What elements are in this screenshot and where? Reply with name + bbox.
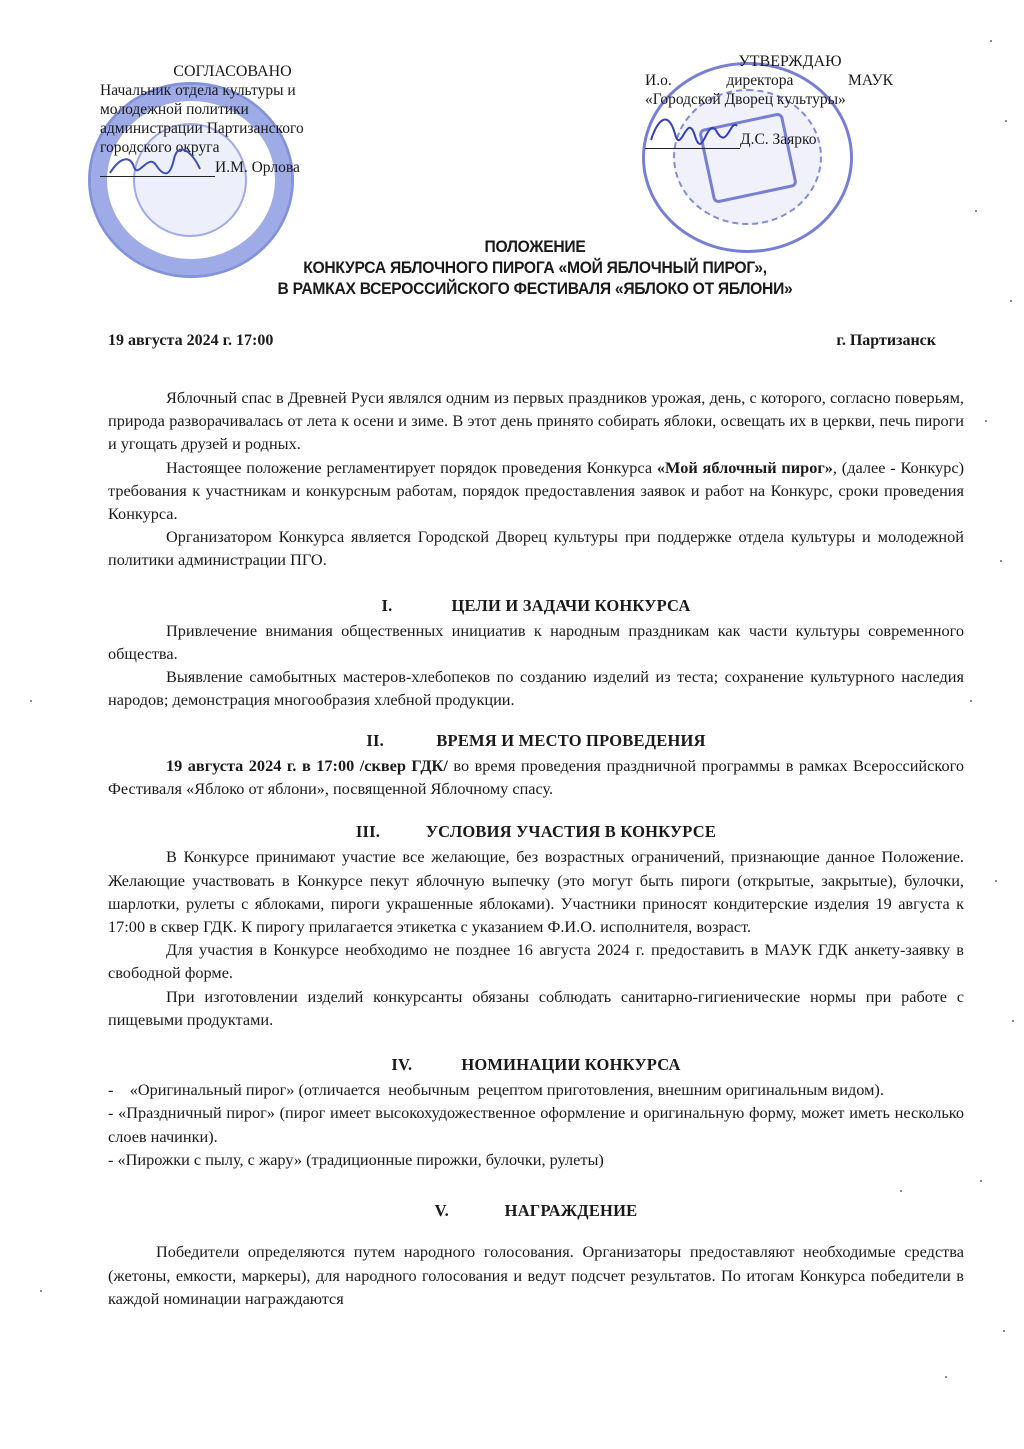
nomination-item: - «Праздничный пирог» (пирог имеет высокохудожественное оформление и оригинальную форму, может иметь несколько слоев начинки). (108, 1103, 964, 1146)
section-title: НАГРАЖДЕНИЕ (504, 1201, 638, 1221)
intro-paragraph: Яблочный спас в Древней Руси являлся одним из первых праздников урожая, день, с которого, согласно поверьям, природа разворачивалась от лета к осени и зиме. В этот день принято собирать яблоки, освещать их в церкви, печь пироги и угощать друзей и родных. (108, 388, 964, 454)
approval-heading: УТВЕРЖДАЮ (738, 53, 842, 70)
signature-icon (645, 106, 740, 146)
section-paragraph: Выявление самобытных мастеров-хлебопеков по созданию изделий из теста; сохранение культурного наследия народов; демонстрация многообразия хлебной продукции. (108, 667, 964, 710)
event-time-place: 19 августа 2024 г. в 17:00 /сквер ГДК/ (166, 755, 448, 775)
section-paragraph: В Конкурсе принимают участие все желающие, без возрастных ограничений, признающие данное Положение. Желающие участвовать в Конкурсе пекут яблочную выпечку (это могут быть пироги (открытые, закрытые), булочки, шарлотки, рулеты с яблоками, пироги украшенные яблоками). Участники приносят кондитерские изделия 19 августа к 17:00 в сквер ГДК. К пирогу прилагается этикетка с указанием Ф.И.О. исполнителя, возраст. (108, 847, 964, 937)
section-title: УСЛОВИЯ УЧАСТИЯ В КОНКУРСЕ (425, 822, 717, 842)
document-body (108, 386, 964, 1310)
signature-line (100, 157, 215, 177)
intro-paragraph: Организатором Конкурса является Городской Дворец культуры при поддержке отдела культуры и молодежной политики администрации ПГО. (108, 527, 964, 570)
section-title: ВРЕМЯ И МЕСТО ПРОВЕДЕНИЯ (436, 730, 706, 750)
approval-block-agreed (100, 62, 365, 177)
section-number: I. (381, 595, 393, 615)
title-line: КОНКУРСА ЯБЛОЧНОГО ПИРОГА «МОЙ ЯБЛОЧНЫЙ ПИРОГ», (303, 258, 767, 277)
section-heading (108, 594, 964, 617)
signatory-name: И.М. Орлова (215, 159, 300, 176)
section-paragraph: При изготовлении изделий конкурсанты обязаны соблюдать санитарно-гигиенические нормы при работе с пищевыми продуктами. (108, 986, 964, 1029)
contest-name: «Мой яблочный пирог» (656, 457, 833, 477)
date-place-line (108, 332, 936, 350)
section-number: IV. (391, 1055, 413, 1075)
signature-icon (100, 147, 215, 177)
section-title: НОМИНАЦИИ КОНКУРСА (461, 1055, 681, 1075)
approval-line: «Городской Дворец культуры» (645, 91, 846, 108)
section-number: III. (355, 822, 381, 842)
document-title (135, 236, 935, 299)
text-span: Настоящее положение регламентирует порядок проведения Конкурса (166, 457, 657, 477)
section-title: ЦЕЛИ И ЗАДАЧИ КОНКУРСА (451, 595, 691, 615)
signatory-name: Д.С. Заярко (740, 131, 817, 148)
approval-block-approved (645, 52, 935, 149)
text-span: , (далее - Конкурс) требования к участникам и конкурсным работам, порядок предоставления заявок и работ на Конкурс, сроки проведения Конкурса. (108, 457, 964, 524)
section-paragraph: Привлечение внимания общественных инициатив к народным праздникам как части культуры современного общества. (108, 620, 964, 664)
section-heading (108, 820, 964, 843)
approval-line: молодежной политики (100, 101, 249, 118)
intro-paragraph (108, 456, 964, 526)
title-line: В РАМКАХ ВСЕРОССИЙСКОГО ФЕСТИВАЛЯ «ЯБЛОКО ОТ ЯБЛОНИ» (277, 279, 793, 298)
section-paragraph (108, 754, 964, 800)
nomination-item: - «Оригинальный пирог» (отличается необычным рецептом приготовления, внешним оригинальным видом). (108, 1080, 884, 1100)
section-heading (108, 1199, 964, 1222)
approval-line: городского округа (100, 139, 220, 156)
approval-line: администрации Партизанского (100, 120, 304, 137)
nomination-item: - «Пирожки с пылу, с жару» (традиционные пирожки, булочки, рулеты) (108, 1149, 604, 1169)
text-span: во время проведения праздничной программы в рамках Всероссийского Фестиваля «Яблоко от яблони», посвященной Яблочному спасу. (108, 755, 964, 799)
section-paragraph: Для участия в Конкурсе необходимо не позднее 16 августа 2024 г. предоставить в МАУК ГДК анкету-заявку в свободной форме. (108, 940, 964, 983)
event-city: г. Партизанск (836, 332, 936, 349)
section-heading (108, 1053, 964, 1076)
section-number: V. (434, 1201, 449, 1221)
section-number: II. (366, 730, 384, 750)
title-line: ПОЛОЖЕНИЕ (484, 237, 586, 256)
section-heading (108, 729, 964, 752)
approval-word: директора (726, 72, 794, 89)
signature-line (645, 126, 740, 149)
event-date: 19 августа 2024 г. 17:00 (108, 332, 274, 349)
section-paragraph: Победители определяются путем народного голосования. Организаторы предоставляют необходимые средства (жетоны, емкости, маркеры), для народного голосования и ведут подсчет результатов. По итогам Конкурса победители в каждой номинации награждаются (108, 1242, 964, 1308)
approval-line: Начальник отдела культуры и (100, 82, 296, 99)
approval-word: И.о. (645, 72, 672, 89)
approval-heading: СОГЛАСОВАНО (173, 63, 292, 80)
approval-word: МАУК (848, 72, 893, 89)
